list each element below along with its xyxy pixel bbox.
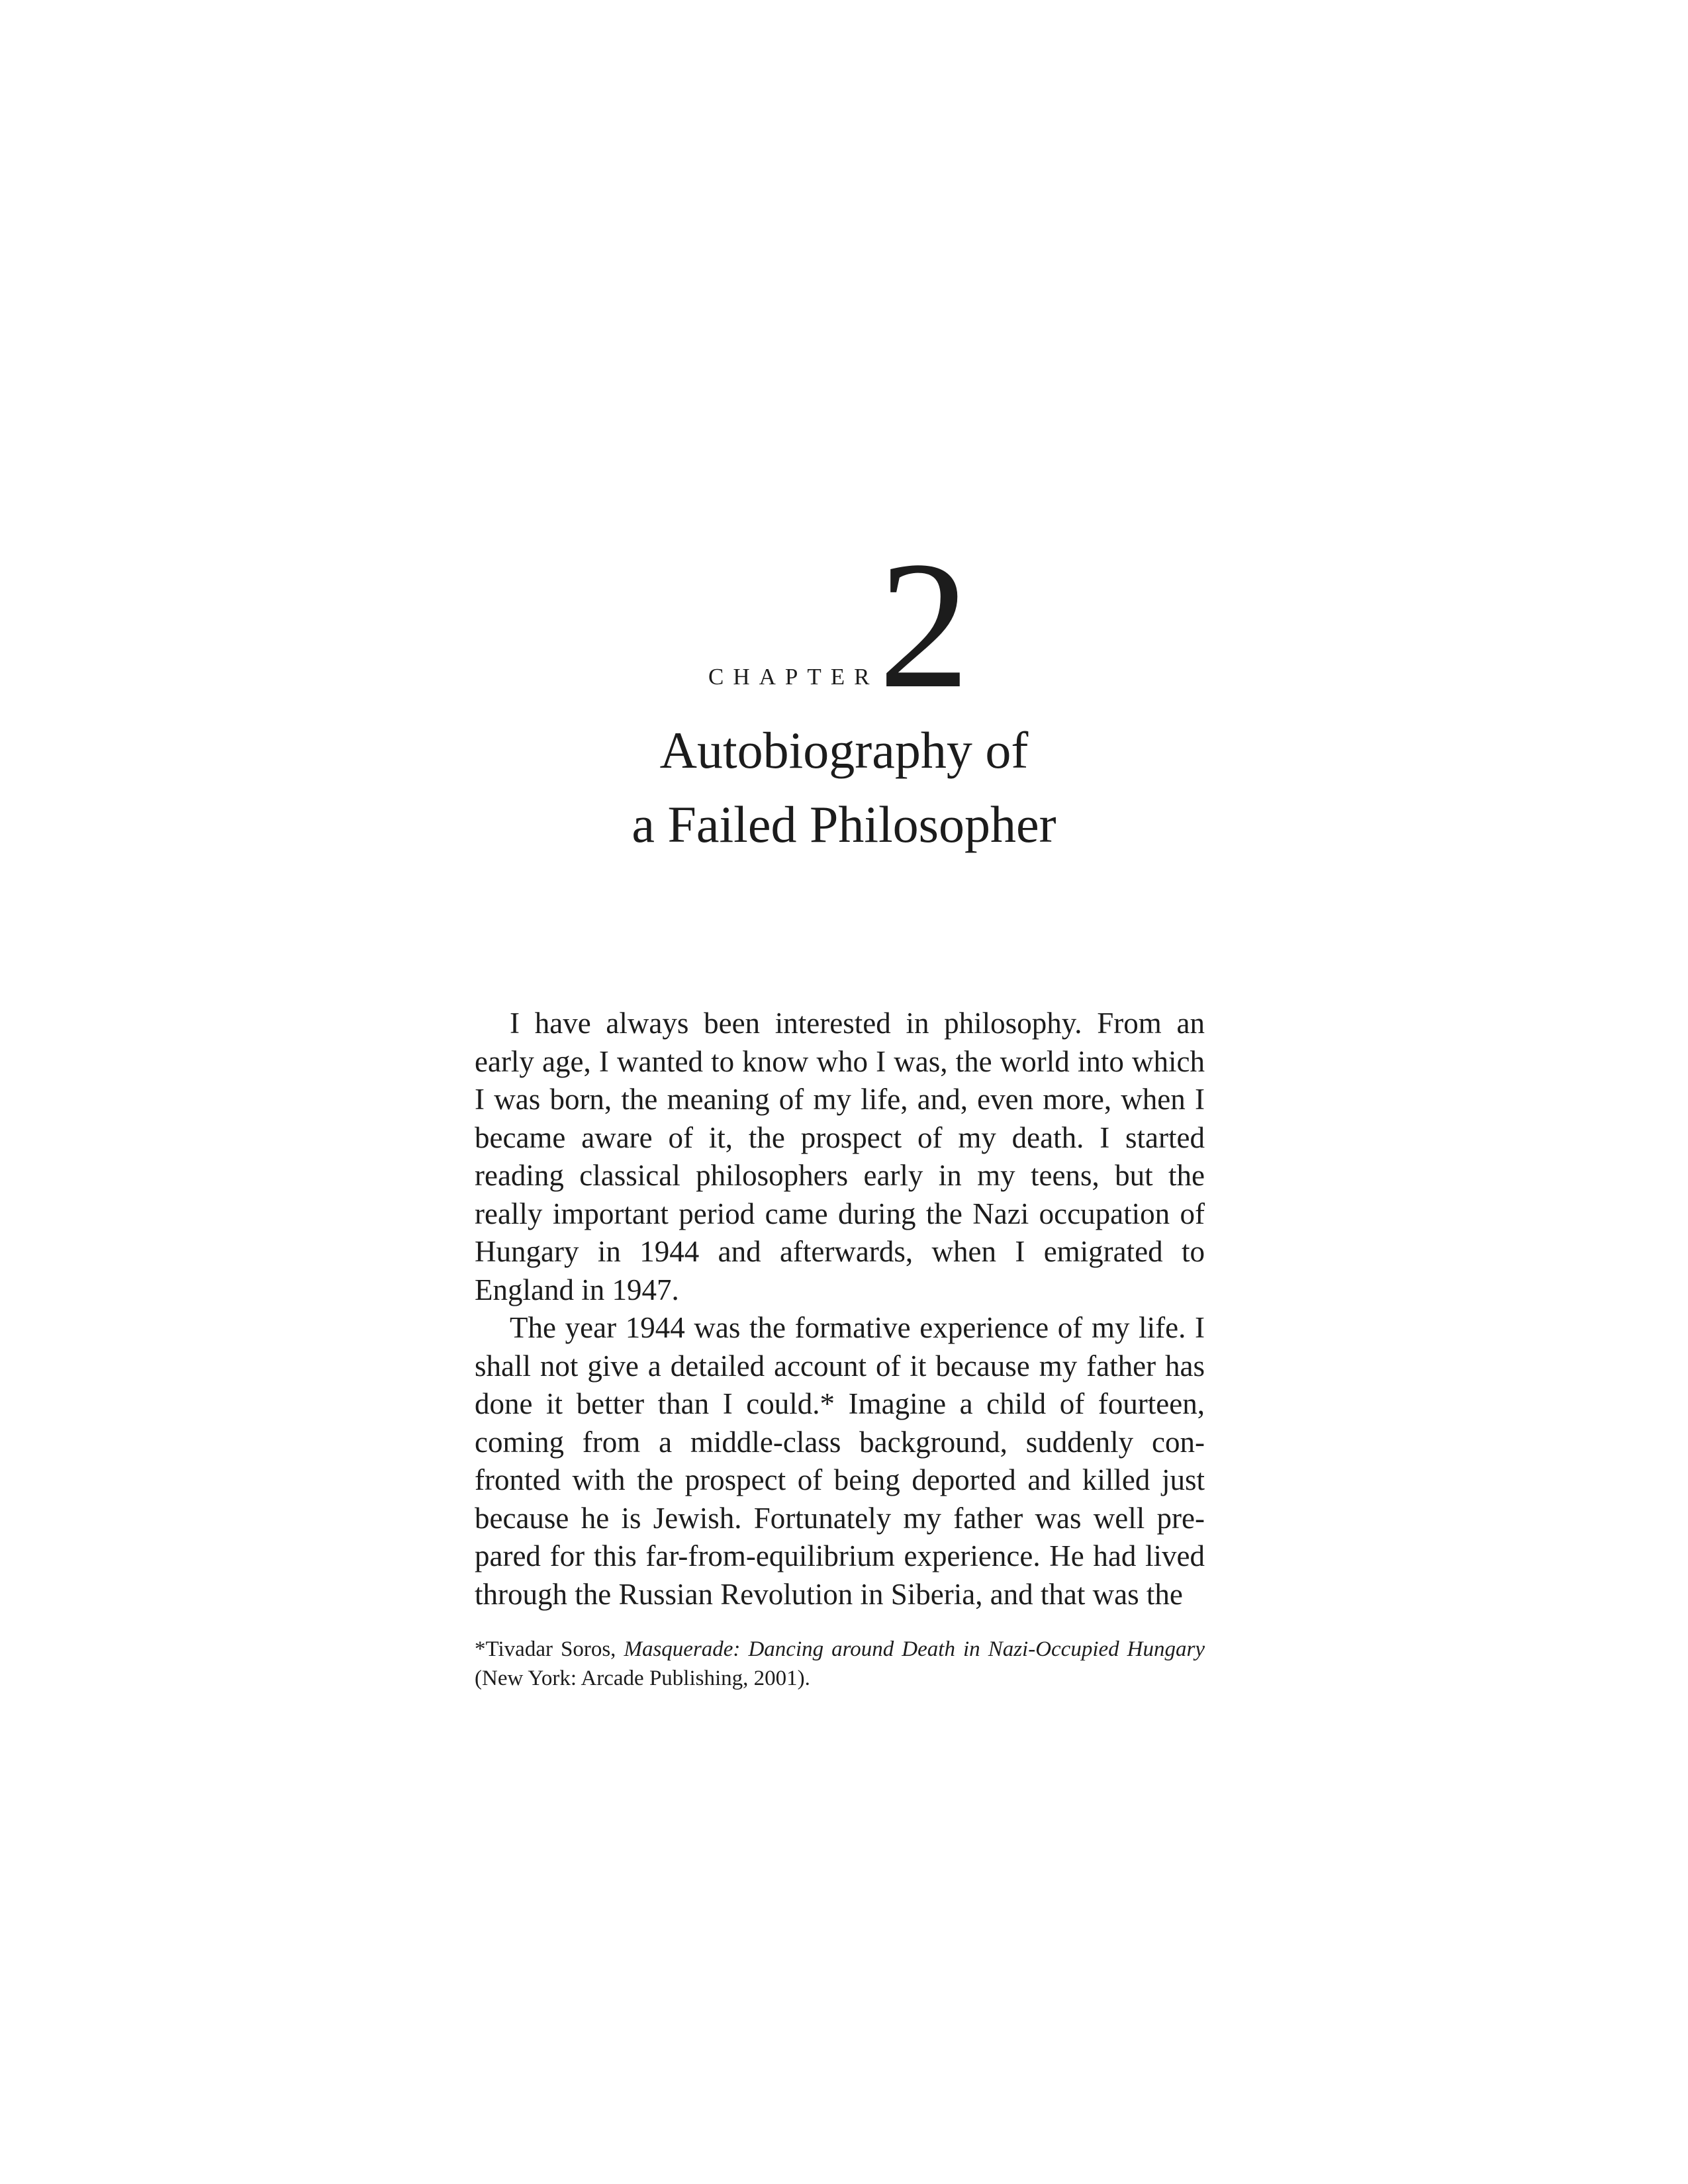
footnote-author: *Tivadar Soros, <box>475 1637 624 1661</box>
chapter-title-line-1: Autobiography of <box>659 721 1029 779</box>
chapter-number: 2 <box>878 523 970 726</box>
chapter-heading <box>708 523 973 726</box>
footnote-book-title: Masquerade: Dancing around Death in Nazi-Occupied Hungary <box>624 1637 1205 1661</box>
body-text <box>475 1005 1205 1614</box>
chapter-title <box>530 713 1158 862</box>
chapter-title-line-2: a Failed Philosopher <box>632 796 1056 853</box>
footnote-publication: (New York: Arcade Publishing, 2001). <box>475 1666 810 1690</box>
paragraph-1: I have always been interested in philosophy. From an early age, I wanted to know who I was, the world into which I was born, the meaning of my life, and, even more, when I became aware of it, the prospect of my death. I started reading classical philosophers early in my teens, but the really important period came during the Nazi occupation of Hungary in 1944 and afterwards, when I emigrated to England in 1947. <box>475 1007 1205 1306</box>
footnote <box>475 1635 1205 1693</box>
paragraph-2: The year 1944 was the formative experience of my life. I shall not give a detailed account of it because my father has done it better than I could.* Imagine a child of fourteen, coming from a middle-class background, suddenly confronted with the prospect of being deported and killed just because he is Jewish. Fortunately my father was well prepared for this far-from-equilibrium experience. He had lived through the Russian Revolution in Siberia, and that was the <box>475 1311 1205 1611</box>
chapter-label: CHAPTER <box>708 664 879 690</box>
